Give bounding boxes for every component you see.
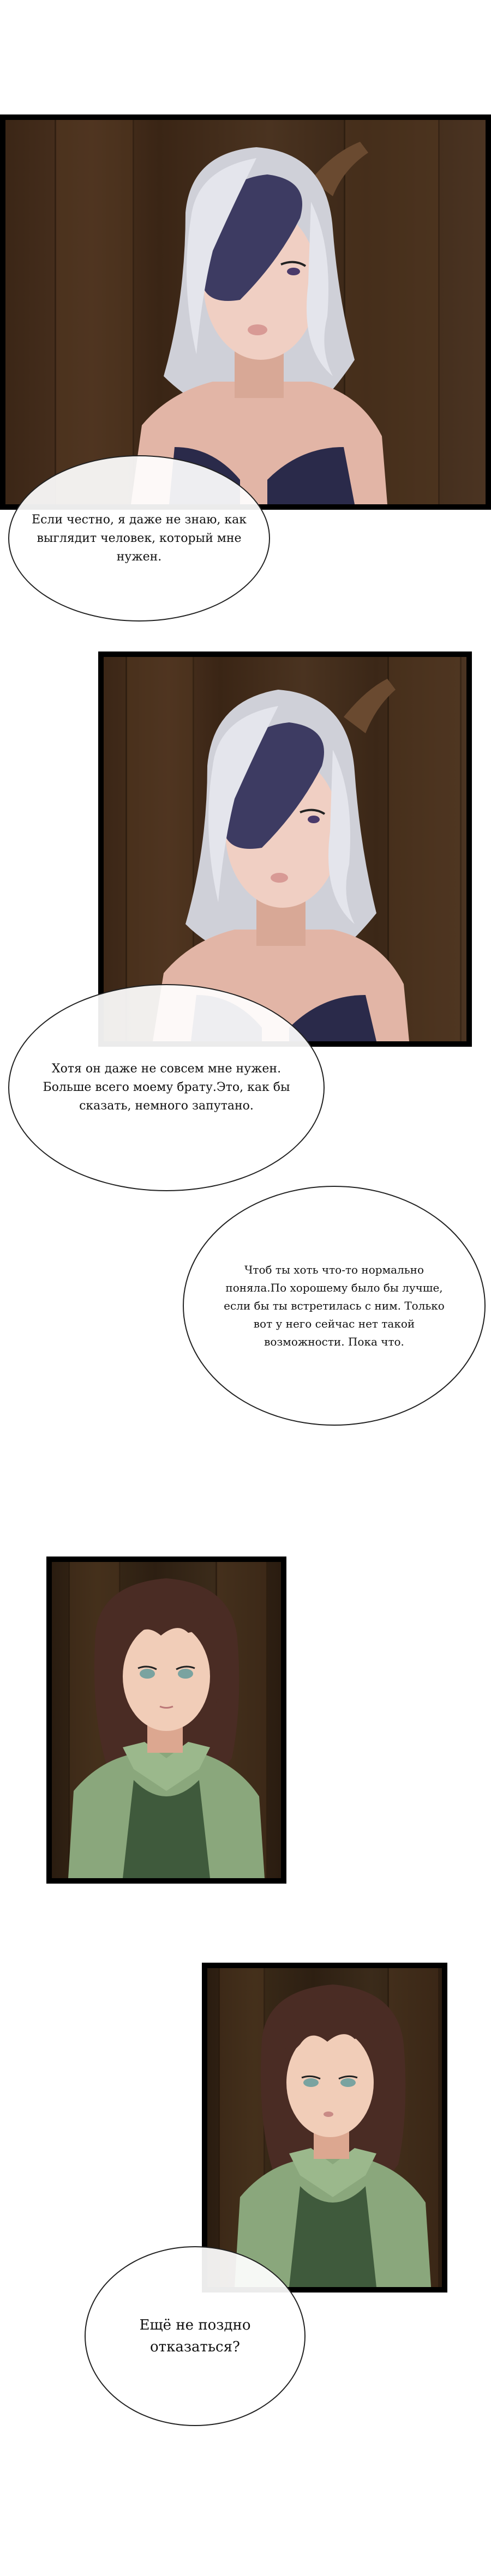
comic-panel-1: [0, 114, 491, 510]
speech-bubble-1: [8, 455, 270, 622]
speech-bubble-2: [8, 984, 325, 1191]
speech-bubble-1-text: Если честно, я даже не знаю, как выглядит человек, который мне нужен.: [32, 512, 247, 564]
comic-panel-4: [202, 1963, 447, 2293]
comic-panel-3: [46, 1557, 286, 1884]
speech-bubble-4: [85, 2246, 306, 2426]
forest-background: [52, 1562, 281, 1878]
speech-bubble-3: [183, 1186, 486, 1426]
speech-bubble-4-text: Ещё не поздно отказаться?: [139, 2317, 251, 2355]
silver-haired-character: [5, 120, 486, 504]
speech-bubble-3-text: Чтоб ты хоть что-то нормально поняла.По хорошему было бы лучше, если бы ты встретилась с ним. Только вот у него сейчас нет такой возможности. Пока что.: [224, 1263, 445, 1348]
speech-bubble-2-text: Хотя он даже не совсем мне нужен. Больше всего моему брату.Это, как бы сказать, немного запутано.: [43, 1062, 290, 1113]
brown-haired-character: [207, 1968, 442, 2287]
forest-background: [5, 120, 486, 504]
brown-haired-character: [52, 1562, 281, 1878]
forest-background: [207, 1968, 442, 2287]
